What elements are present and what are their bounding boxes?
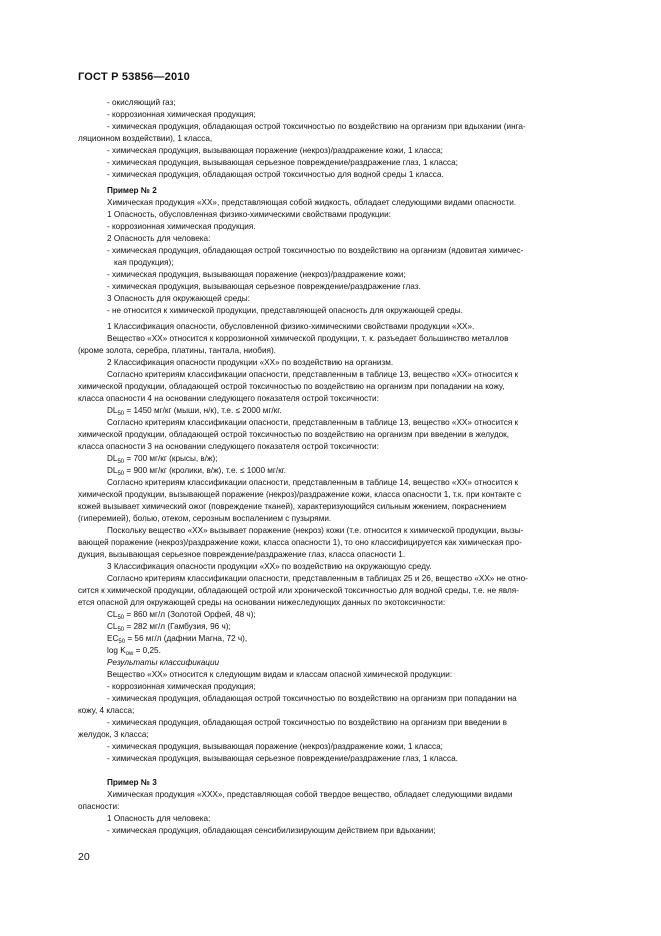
text-line: (кроме золота, серебра, платины, тантала, ниобия). xyxy=(78,346,276,355)
text-line: вающей поражение (некроз)/раздражение кожи, класса опасности 1), то оно классифицируется как химическая про- xyxy=(78,538,522,547)
text-line xyxy=(107,622,231,632)
text-line: сится к химической продукции, обладающей острой или хронической токсичностью для водной среды, т.е. не явля- xyxy=(78,586,519,595)
formula-symbol: DL xyxy=(107,406,118,415)
text-line: - химическая продукция, вызывающая поражение (некроз)/раздражение кожи, 1 класса; xyxy=(107,742,443,751)
text-line: Вещество «XX» относится к коррозионной химической продукции, т. к. разъедает большинство металлов xyxy=(107,334,509,343)
formula-symbol: log K xyxy=(107,646,126,655)
text-line: Поскольку вещество «XX» вызывает поражение (некроз) кожи (т.е. относится к химической продукции, вызы- xyxy=(107,526,524,535)
text-line: - окисляющий газ; xyxy=(107,98,176,107)
formula-subscript: 50 xyxy=(117,627,125,633)
text-line: химической продукции, вызывающей поражение (некроз)/раздражение кожи, класса опасности 1, т.к. при контакте с xyxy=(78,490,522,499)
text-line: опасности: xyxy=(78,802,120,811)
formula-symbol: DL xyxy=(107,466,118,475)
text-line: Вещество «XX» относится к следующим видам и классам опасной химической продукции: xyxy=(107,670,453,679)
formula-symbol: DL xyxy=(107,454,118,463)
text-line: - химическая продукция, вызывающая поражение (некроз)/раздражение кожи; xyxy=(107,270,406,279)
text-line: ется опасной для окружающей среды на основании нижеследующих данных по экотоксичности: xyxy=(78,598,446,607)
text-line: - химическая продукция, вызывающая серьезное повреждение/раздражение глаз. xyxy=(107,282,421,291)
formula-symbol: CL xyxy=(107,610,118,619)
text-line: - химическая продукция, обладающая острой токсичностью по воздействию на организм (ядовитая химичес- xyxy=(107,246,524,255)
page-number: 20 xyxy=(78,851,90,863)
example-heading: Пример № 3 xyxy=(107,778,157,787)
text-line: дукция, вызывающая серьезное повреждение/раздражение глаз, класса опасности 1. xyxy=(78,550,406,559)
text-line: Согласно критериям классификации опасности, представленным в таблице 14, вещество «XX» относится к xyxy=(107,478,519,487)
text-line: - химическая продукция, обладающая острой токсичностью по воздействию на организм при вдыхании (инга- xyxy=(107,122,526,131)
text-line: - химическая продукция, вызывающая серьезное повреждение/раздражение глаз, 1 класса. xyxy=(107,754,458,763)
formula-subscript: 50 xyxy=(117,471,125,477)
text-line: Результаты классификации xyxy=(107,658,220,667)
text-line: Химическая продукция «XX», представляющая собой жидкость, обладает следующими видами опасности. xyxy=(107,198,517,207)
text-line: 2 Классификация опасности продукции «XX» по воздействию на организм. xyxy=(107,358,394,367)
formula-value: = 0,25. xyxy=(133,646,161,655)
text-line xyxy=(107,406,282,416)
text-line xyxy=(107,646,161,656)
formula-value: = 860 мг/л (Золотой Орфей, 48 ч); xyxy=(124,610,256,619)
formula-value: = 282 мг/л (Гамбузия, 96 ч); xyxy=(124,622,231,631)
text-line xyxy=(107,466,286,476)
formula-symbol: CL xyxy=(107,622,118,631)
text-line: - химическая продукция, обладающая сенсибилизирующим действием при вдыхании; xyxy=(107,826,436,835)
text-line: желудок, 3 класса; xyxy=(78,730,149,739)
text-line xyxy=(107,634,247,644)
formula-value: = 1450 мг/кг (мыши, н/к), т.е. ≤ 2000 мг/кг. xyxy=(124,406,282,415)
formula-value: = 56 мг/л (дафнии Магна, 72 ч), xyxy=(125,634,248,643)
text-line: - не относится к химической продукции, представляющей опасность для окружающей среды. xyxy=(107,306,463,315)
formula-subscript: 50 xyxy=(117,615,125,621)
text-line: класса опасности 4 на основании следующего показателя острой токсичности: xyxy=(78,394,379,403)
example-heading: Пример № 2 xyxy=(107,186,157,195)
text-line: 1 Опасность, обусловленная физико-химическими свойствами продукции: xyxy=(107,210,391,219)
text-line: - химическая продукция, обладающая острой токсичностью для водной среды 1 класса. xyxy=(107,170,444,179)
text-line: Химическая продукция «XXX», представляющая собой твердое вещество, обладает следующими видами xyxy=(107,790,513,799)
text-line: Согласно критериям классификации опасности, представленным в таблицах 25 и 26, вещество «XX» не отно- xyxy=(107,574,528,583)
text-line: ляционном воздействии), 1 класса, xyxy=(78,134,213,143)
text-line xyxy=(107,454,218,464)
text-line: - химическая продукция, обладающая острой токсичностью по воздействию на организм при введении в xyxy=(107,718,507,727)
text-line: химической продукции, обладающей острой токсичностью по воздействию на организм при введении в желудок, xyxy=(78,430,510,439)
text-line: 1 Классификация опасности, обусловленной физико-химическими свойствами продукции «XX». xyxy=(107,322,475,331)
text-line: Согласно критериям классификации опасности, представленным в таблице 13, вещество «XX» относится к xyxy=(107,370,519,379)
formula-subscript: 50 xyxy=(117,411,125,417)
text-line: класса опасности 3 на основании следующего показателя острой токсичности: xyxy=(78,442,379,451)
text-line: 3 Опасность для окружающей среды: xyxy=(107,294,250,303)
text-line: Согласно критериям классификации опасности, представленным в таблице 13, вещество «XX» относится к xyxy=(107,418,519,427)
text-line: - химическая продукция, вызывающая серьезное повреждение/раздражение глаз, 1 класса; xyxy=(107,158,458,167)
text-line: - коррозионная химическая продукция; xyxy=(107,682,256,691)
text-line: (гиперемией), болью, отеком, серозным воспалением с пузырями. xyxy=(78,514,332,523)
text-line: - коррозионная химическая продукция; xyxy=(107,110,256,119)
formula-symbol: EC xyxy=(107,634,119,643)
formula-subscript: 50 xyxy=(118,639,126,645)
text-line: химической продукции, обладающей острой токсичностью по воздействию на организм при попадании на кожу, xyxy=(78,382,505,391)
text-line: 3 Классификация опасности продукции «XX» по воздействию на окружающую среду. xyxy=(107,562,432,571)
text-line: - коррозионная химическая продукция. xyxy=(107,222,256,231)
text-line: 2 Опасность для человека: xyxy=(107,234,211,243)
formula-subscript: ow xyxy=(125,651,134,657)
text-line: кожей вызывает химический ожог (повреждение тканей), характеризующийся сильным жжением, покраснением xyxy=(78,502,507,511)
text-line: - химическая продукция, обладающая острой токсичностью по воздействию на организм при попадании на xyxy=(107,694,517,703)
text-line: - химическая продукция, вызывающая поражение (некроз)/раздражение кожи, 1 класса; xyxy=(107,146,443,155)
text-line: 1 Опасность для человека: xyxy=(107,814,211,823)
formula-value: = 700 мг/кг (крысы, в/ж); xyxy=(124,454,218,463)
page-header: ГОСТ Р 53856—2010 xyxy=(78,71,190,83)
formula-subscript: 50 xyxy=(117,459,125,465)
text-line: кожу, 4 класса; xyxy=(78,706,135,715)
formula-value: = 900 мг/кг (кролики, в/ж), т.е. ≤ 1000 мг/кг. xyxy=(124,466,287,475)
text-line: кая продукция); xyxy=(114,258,174,267)
text-line xyxy=(107,610,256,620)
